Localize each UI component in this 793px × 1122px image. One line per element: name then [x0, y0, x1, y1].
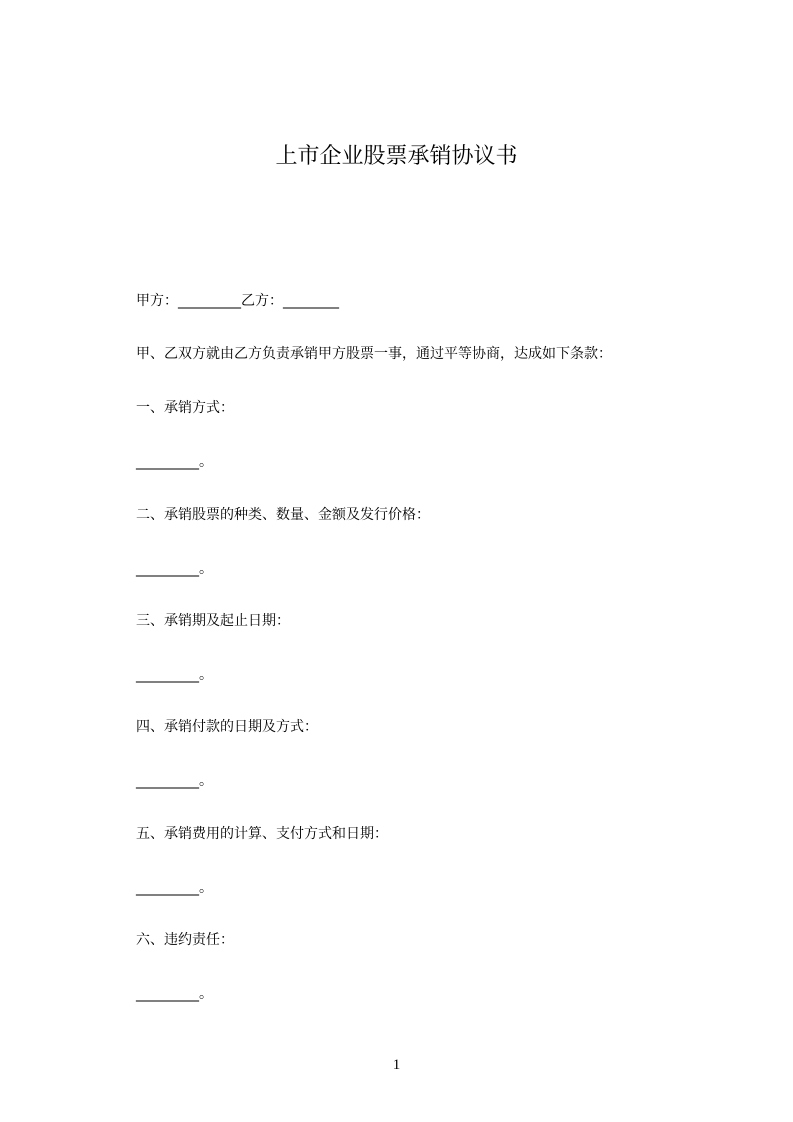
- parties-line: 甲方：_________乙方：________: [136, 293, 339, 309]
- intro-paragraph: 甲、乙双方就由乙方负责承销甲方股票一事，通过平等协商，达成如下条款：: [136, 346, 612, 362]
- section-blank: _________。: [136, 773, 213, 789]
- section-blank: _________。: [136, 454, 213, 470]
- section-blank: _________。: [136, 561, 213, 577]
- section-blank: _________。: [136, 667, 213, 683]
- section-heading: 一、承销方式：: [136, 400, 234, 416]
- section-blank: _________。: [136, 986, 213, 1002]
- document-title: 上市企业股票承销协议书: [275, 144, 518, 169]
- section-heading: 三、承销期及起止日期：: [136, 613, 290, 629]
- section-heading: 二、承销股票的种类、数量、金额及发行价格：: [136, 507, 430, 523]
- section-heading: 四、承销付款的日期及方式：: [136, 719, 318, 735]
- section-blank: _________。: [136, 880, 213, 896]
- page-number: 1: [392, 1057, 401, 1073]
- section-heading: 五、承销费用的计算、支付方式和日期：: [136, 826, 388, 842]
- section-heading: 六、违约责任：: [136, 932, 234, 948]
